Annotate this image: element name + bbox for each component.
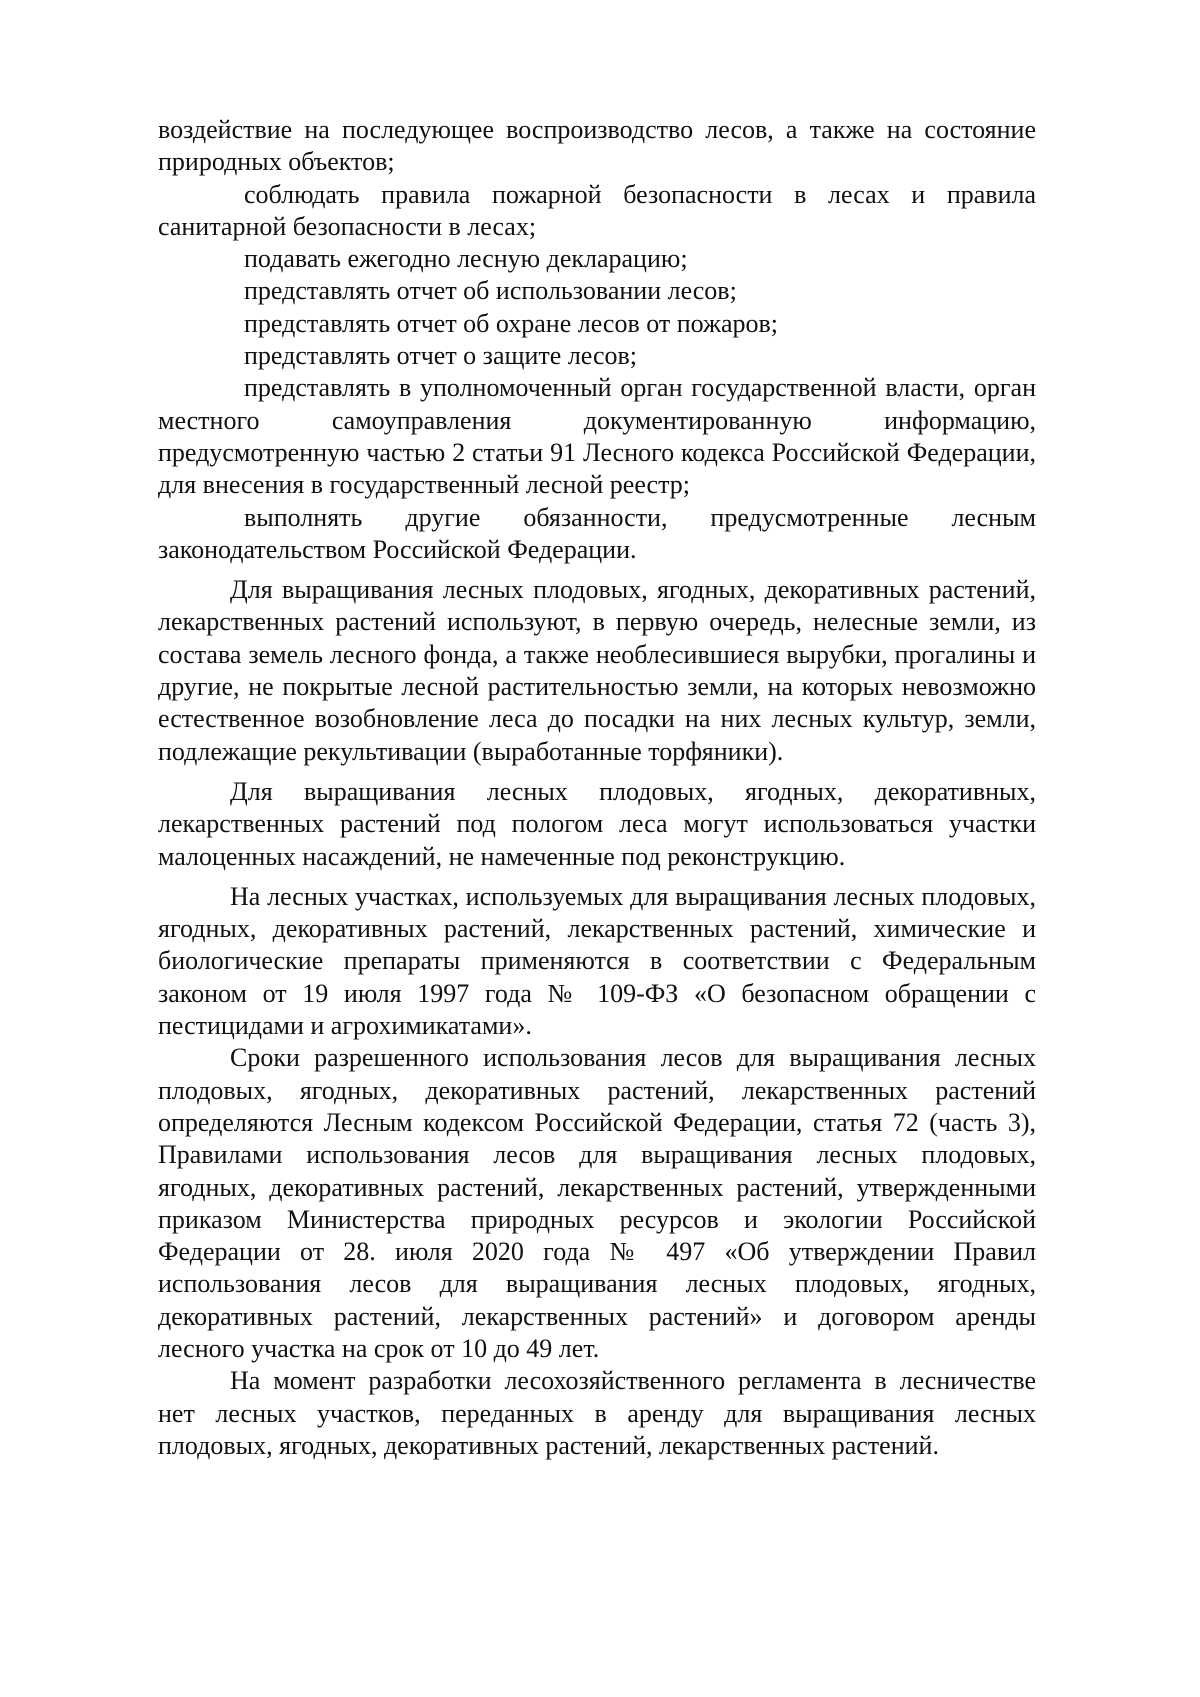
paragraph-continuation: воздействие на последующее воспроизводство лесов, а также на состояние природных объектов; xyxy=(158,115,1036,177)
paragraph-no-leases: На момент разработки лесохозяйственного регламента в лесничестве нет лесных участков, переданных в аренду для выращивания лесных плодовых, ягодных, декоративных растений, лекарственных растений. xyxy=(158,1366,1036,1460)
paragraph-chemicals: На лесных участках, используемых для выращивания лесных плодовых, ягодных, декоративных растений, лекарственных растений, химические и биологические препараты применяются в соответствии с Федеральным законом от 19 июля 1997 года № 109-ФЗ «О безопасном обращении с пестицидами и агрохимикатами». xyxy=(158,881,1036,1041)
paragraph-under-canopy: Для выращивания лесных плодовых, ягодных, декоративных, лекарственных растений под пологом леса могут использоваться участки малоценных насаждений, не намеченные под реконструкцию. xyxy=(158,776,1036,871)
obligation-fire-report: представлять отчет об охране лесов от пожаров; xyxy=(244,308,779,338)
obligation-other: выполнять другие обязанности, предусмотренные лесным законодательством Российской Федерации. xyxy=(158,502,1036,564)
obligation-declaration: подавать ежегодно лесную декларацию; xyxy=(244,244,688,274)
obligation-registry-info: представлять в уполномоченный орган государственной власти, орган местного самоуправления документированную информацию, предусмотренную частью 2 статьи 91 Лесного кодекса Российской Федерации, для внесения в государственный лесной реестр; xyxy=(158,373,1036,500)
paragraph-terms: Сроки разрешенного использования лесов для выращивания лесных плодовых, ягодных, декоративных растений, лекарственных растений определяются Лесным кодексом Российской Федерации, статья 72 (часть 3), Правилами использования лесов для выращивания лесных плодовых, ягодных, декоративных растений, лекарственных растений, утвержденными приказом Министерства природных ресурсов и экологии Российской Федерации от 28. июля 2020 года № 497 «Об утверждении Правил использования лесов для выращивания лесных плодовых, ягодных, декоративных растений, лекарственных растений» и договором аренды лесного участка на срок от 10 до 49 лет. xyxy=(158,1043,1036,1363)
obligation-fire-safety: соблюдать правила пожарной безопасности в лесах и правила санитарной безопасности в лесах; xyxy=(158,179,1036,241)
paragraph-lands-used: Для выращивания лесных плодовых, ягодных, декоративных растений, лекарственных растений используют, в первую очередь, нелесные земли, из состава земель лесного фонда, а также необлесившиеся вырубки, прогалины и другие, не покрытые лесной растительностью земли, на которых невозможно естественное возобновление леса до посадки на них лесных культур, земли, подлежащие рекультивации (выработанные торфяники). xyxy=(158,575,1036,766)
document-body xyxy=(158,114,1036,1462)
obligation-usage-report: представлять отчет об использовании лесов; xyxy=(244,276,737,306)
obligation-protection-report: представлять отчет о защите лесов; xyxy=(244,341,638,371)
